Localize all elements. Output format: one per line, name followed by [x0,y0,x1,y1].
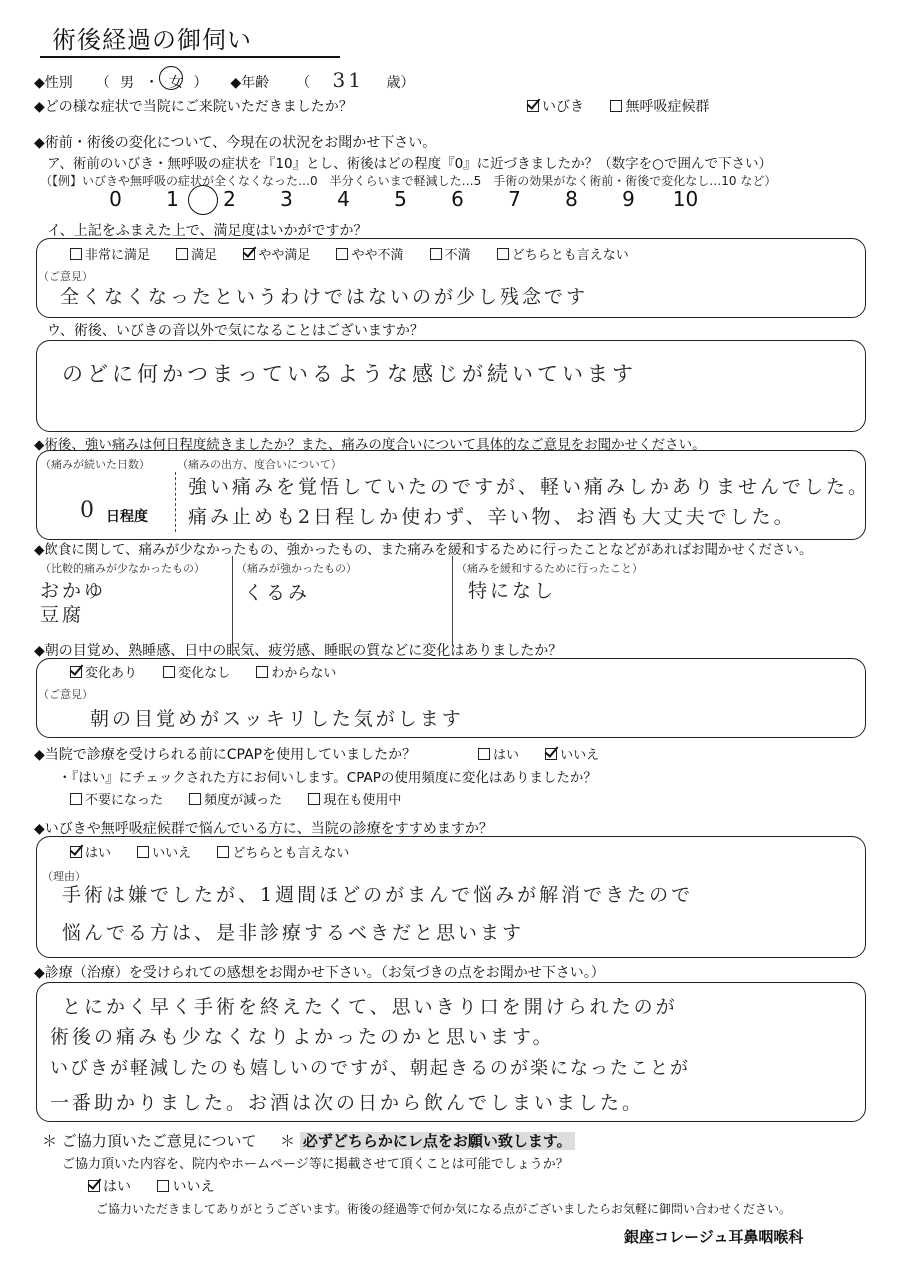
impression-line3[interactable]: いびきが軽減したのも嬉しいのですが、朝起きるのが楽になったことが [50,1058,690,1079]
female-circle-mark [159,66,183,90]
cpap-yes-checkbox[interactable] [478,748,490,760]
satisfaction-label: やや満足 [258,248,311,263]
cpap-followup-label: 不要になった [85,793,164,808]
title-underline [40,56,340,58]
scale-digit[interactable]: 3 [280,187,293,211]
age-label: ◆年齢 [230,75,270,91]
impression-question: ◆診療（治療）を受けられての感想をお聞かせ下さい。（お気づきの点をお聞かせ下さい。） [34,965,605,981]
age-open-paren: （ [296,75,311,91]
scale-digit[interactable]: 10 [672,187,699,211]
gender-label: ◆性別 [34,75,73,91]
scale-digit[interactable]: 0 [109,187,122,211]
other-concern-answer[interactable]: のどに何かつまっているような感じが続いています [62,362,637,386]
thanks-message: ご協力いただきましてありがとうございます。術後の経過等で何か気になる点がございましたらお気軽に御問い合わせください。 [96,1202,792,1216]
cpap-no-checkbox[interactable] [545,748,557,760]
impression-line4[interactable]: 一番助かりました。お酒は次の日から飲んでしまいました。 [50,1092,645,1114]
change-a-question: ア、術前のいびき・無呼吸の症状を『10』とし、術後はどの程度『0』に近づきましたか？（数字を○で囲んで下さい） [47,156,772,172]
morning-question: ◆朝の目覚め、熟睡感、日中の眠気、疲労感、睡眠の質などに変化はありましたか？ [34,643,563,659]
cpap-no-label: いいえ [560,748,600,763]
satisfaction-checkbox[interactable] [176,248,188,260]
symptom-snoring-label: いびき [542,99,584,115]
cpap-yes-label: はい [493,748,520,763]
pain-days-unit: 日程度 [106,509,148,525]
food-less-label: （比較的痛みが少なかったもの） [40,562,205,575]
food-less-line2[interactable]: 豆腐 [40,604,85,626]
morning-opinion-text[interactable]: 朝の目覚めがスッキリした気がします [90,708,464,730]
consent-no-checkbox[interactable] [157,1180,169,1192]
recommend-checkbox[interactable] [217,846,229,858]
morning-opinion-label: （ご意見） [38,688,93,701]
gender-open-paren: （ [95,75,110,91]
scale-digit[interactable]: 5 [394,187,407,211]
consent-heading [42,1130,575,1151]
scale-digits [87,187,714,211]
consent-yes-checkbox[interactable] [88,1180,100,1192]
consent-heading-right: 必ずどちらかにレ点をお願い致します。 [300,1132,575,1150]
pain-question: ◆術後、強い痛みは何日程度続きましたか？また、痛みの度合いについて具体的なご意見をお聞かせください。 [34,437,706,453]
cpap-question: ◆当院で診療を受けられる前にCPAPを使用していましたか？ [34,747,417,763]
gender-male[interactable]: 男 [120,75,135,91]
satisfaction-question: イ、上記をふまえた上で、満足度はいかがですか？ [47,223,368,239]
clinic-name: 銀座コレージュ耳鼻咽喉科 [624,1228,804,1246]
recommend-options [70,842,349,861]
satisfaction-checkbox[interactable] [497,248,509,260]
impression-line2[interactable]: 術後の痛みも少なくなりよかったのかと思います。 [50,1026,555,1048]
recommend-label: いいえ [152,846,192,861]
recommend-label: どちらとも言えない [232,846,350,861]
consent-question: ご協力頂いた内容を、院内やホームページ等に掲載させて頂くことは可能でしょうか？ [62,1157,569,1172]
page-title: 術後経過の御伺い [52,26,252,54]
cpap-options [478,744,599,763]
consent-no-label: いいえ [172,1179,215,1195]
change-example: （【例】いびきや無呼吸の症状が全くなくなった…0 半分くらいまで軽減した…5 手術の効果がなく術前・術後で変化なし…10 など） [40,174,777,188]
pain-detail-line1[interactable]: 強い痛みを覚悟していたのですが、軽い痛みしかありませんでした。 [188,476,871,498]
recommend-label: はい [85,846,112,861]
pain-divider [175,472,176,532]
consent-options [88,1176,214,1196]
recommend-reason-label: （理由） [42,870,86,883]
satisfaction-options [70,244,629,263]
satisfaction-checkbox[interactable] [243,248,255,260]
scale-digit[interactable]: 7 [508,187,521,211]
scale-digit[interactable]: 1 [166,187,179,211]
gender-female[interactable]: 女 [169,75,184,91]
morning-checkbox[interactable] [163,666,175,678]
recommend-reason-line2[interactable]: 悩んでる方は、是非診療するべきだと思います [62,922,525,944]
cpap-followup-checkbox[interactable] [189,793,201,805]
impression-line1[interactable]: とにかく早く手術を終えたくて、思いきり口を開けられたのが [62,996,678,1018]
pain-detail-label: （痛みの出方、度合いについて） [177,458,342,471]
cpap-followup-checkbox[interactable] [70,793,82,805]
age-unit: 歳） [386,75,415,91]
pain-days-label: （痛みが続いた日数） [40,458,150,471]
recommend-checkbox[interactable] [137,846,149,858]
profile-row [34,68,414,92]
symptom-apnea-checkbox[interactable] [610,100,622,112]
scale-digit[interactable]: 9 [622,187,635,211]
consent-yes-label: はい [103,1179,131,1195]
satisfaction-checkbox[interactable] [70,248,82,260]
food-strong-label: （痛みが強かったもの） [236,562,357,575]
recommend-checkbox[interactable] [70,846,82,858]
consent-heading-mark: ＊ [280,1132,296,1150]
recommend-question: ◆いびきや無呼吸症候群で悩んでいる方に、当院の診療をすすめますか？ [34,821,493,837]
food-strong-value[interactable]: くるみ [244,582,311,604]
satisfaction-label: 満足 [191,248,218,263]
satisfaction-opinion-text[interactable]: 全くなくなったというわけではないのが少し残念です [60,286,589,308]
symptom-question: ◆どの様な症状で当院にご来院いただきましたか？ [34,99,353,115]
satisfaction-label: やや不満 [351,248,404,263]
pain-days-value[interactable]: 0 [80,498,97,523]
morning-checkbox[interactable] [256,666,268,678]
scale-digit[interactable]: 6 [451,187,464,211]
gender-close-paren: ） [193,75,208,91]
cpap-followup-label: 現在も使用中 [323,793,402,808]
morning-label: わからない [271,666,337,681]
cpap-followup-options [70,789,401,808]
pain-detail-line2[interactable]: 痛み止めも2日程しか使わず、辛い物、お酒も大丈夫でした。 [188,506,796,528]
food-divider-1 [232,556,233,646]
morning-options [70,662,336,681]
cpap-followup: ・『はい』にチェックされた方にお伺いします。CPAPの使用頻度に変化はありましたか？ [58,770,597,786]
scale-digit[interactable]: 8 [565,187,578,211]
food-relief-label: （痛みを緩和するために行ったこと） [456,562,643,575]
satisfaction-label: 非常に満足 [85,248,151,263]
scale-digit[interactable]: 4 [337,187,350,211]
food-relief-value[interactable]: 特になし [468,580,557,602]
scale-digit[interactable]: 2 [223,187,236,211]
cpap-followup-label: 頻度が減った [204,793,283,808]
satisfaction-label: 不満 [444,248,471,263]
symptom-apnea-label: 無呼吸症候群 [625,99,710,115]
change-heading: ◆術前・術後の変化について、今現在の状況をお聞かせ下さい。 [34,135,437,151]
age-value[interactable]: 31 [332,68,364,92]
consent-heading-left: ＊ ご協力頂いたご意見について [42,1132,257,1150]
satisfaction-label: どちらとも言えない [511,248,629,263]
satisfaction-checkbox[interactable] [336,248,348,260]
morning-checkbox[interactable] [70,666,82,678]
recommend-reason-line1[interactable]: 手術は嫌でしたが、1週間ほどのがまんで悩みが解消できたので [62,884,694,906]
selected-scale-circle [188,185,218,215]
food-question: ◆飲食に関して、痛みが少なかったもの、強かったもの、また痛みを緩和するために行ったことなどがあればお聞かせください。 [34,542,813,558]
other-concern-question: ウ、術後、いびきの音以外で気になることはございますか？ [47,323,424,339]
symptom-snoring-checkbox[interactable] [527,100,539,112]
satisfaction-opinion-label: （ご意見） [38,270,93,283]
food-less-line1[interactable]: おかゆ [40,580,107,602]
morning-label: 変化なし [178,666,231,681]
cpap-followup-checkbox[interactable] [308,793,320,805]
symptom-options [527,96,709,116]
food-divider-2 [452,556,453,646]
gender-separator: ・ [144,75,159,91]
morning-label: 変化あり [85,666,138,681]
satisfaction-checkbox[interactable] [430,248,442,260]
